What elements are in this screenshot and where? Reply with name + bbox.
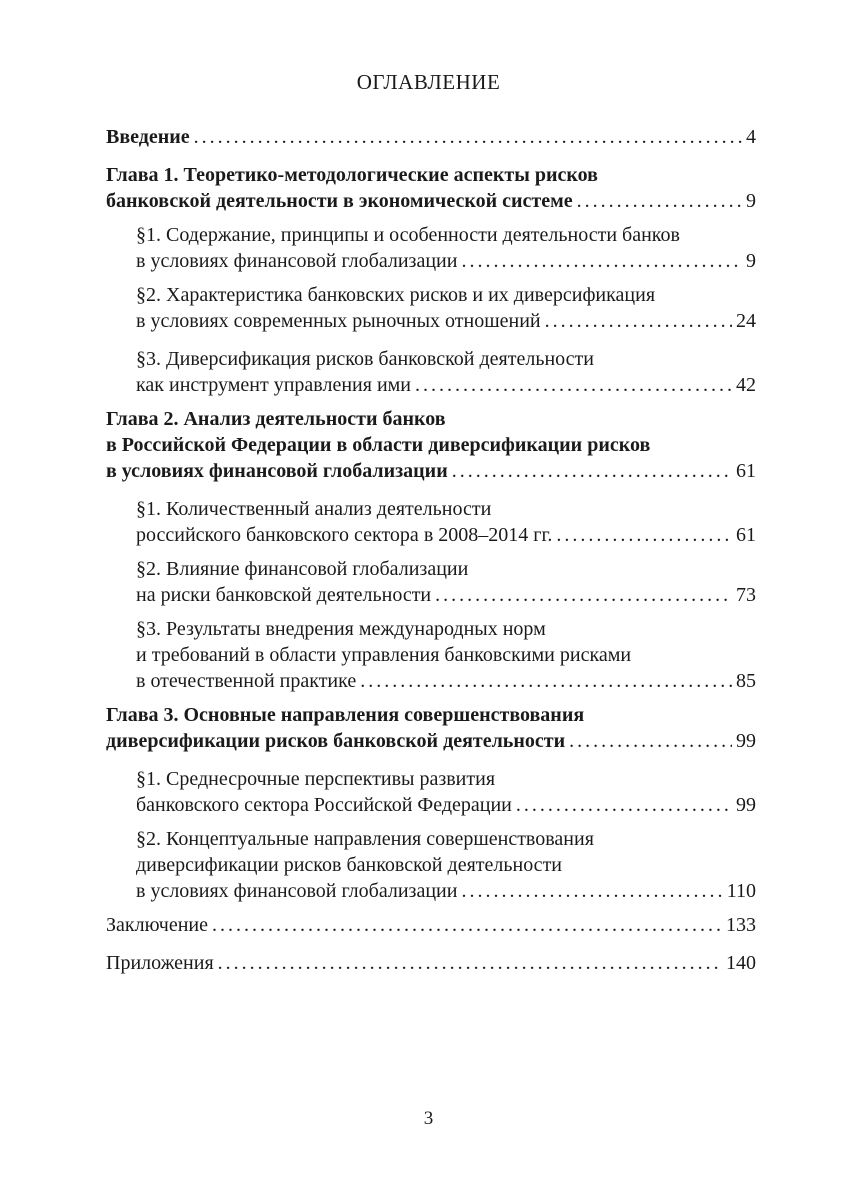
dot-leader	[461, 878, 722, 904]
entry-text: на риски банковской деятельности	[136, 584, 432, 606]
entry-text: §1. Содержание, принципы и особенности деятельности банков	[136, 224, 680, 246]
page-ref: 110	[726, 880, 756, 902]
dot-leader	[360, 668, 732, 694]
entry-text: §2. Характеристика банковских рисков и их диверсификация	[136, 284, 656, 306]
dot-leader	[435, 582, 732, 608]
toc-entry-1-2[interactable]	[106, 282, 756, 334]
dot-leader	[545, 308, 732, 334]
dot-leader	[212, 912, 722, 938]
dot-leader	[569, 728, 732, 754]
toc-entry-introduction[interactable]	[106, 124, 756, 150]
page-ref: 9	[746, 190, 756, 212]
entry-text: в Российской Федерации в области диверсификации рисков	[106, 434, 651, 456]
toc-entry-3-2[interactable]	[106, 826, 756, 904]
page-ref: 85	[736, 670, 756, 692]
entry-text: диверсификации рисков банковской деятельности	[136, 854, 563, 876]
toc-entry-3-1[interactable]	[106, 766, 756, 818]
entry-text: §1. Количественный анализ деятельности	[136, 498, 492, 520]
entry-text: банковской деятельности в экономической системе	[106, 190, 573, 212]
toc-entry-1-3[interactable]	[106, 346, 756, 398]
page-ref: 99	[736, 730, 756, 752]
dot-leader	[415, 372, 732, 398]
dot-leader	[461, 248, 742, 274]
entry-text: в условиях современных рыночных отношений	[136, 310, 541, 332]
entry-text: как инструмент управления ими	[136, 374, 412, 396]
entry-text: Введение	[106, 126, 190, 148]
entry-text: §3. Диверсификация рисков банковской деятельности	[136, 348, 594, 370]
page-ref: 133	[726, 914, 756, 936]
page-ref: 42	[736, 374, 756, 396]
toc-entry-1-1[interactable]	[106, 222, 756, 274]
entry-text: банковского сектора Российской Федерации	[136, 794, 512, 816]
page-ref: 9	[746, 250, 756, 272]
dot-leader	[218, 950, 722, 976]
toc-entry-chapter-1[interactable]	[106, 162, 756, 214]
page-number: 3	[423, 1108, 434, 1129]
dot-leader	[577, 188, 742, 214]
page-title: ОГЛАВЛЕНИЕ	[356, 70, 501, 94]
page-ref: 24	[736, 310, 756, 332]
page-ref: 99	[736, 794, 756, 816]
page-ref: 140	[726, 952, 756, 974]
entry-text: Глава 3. Основные направления совершенствования	[106, 704, 585, 726]
entry-text: Приложения	[106, 952, 214, 974]
entry-text: в отечественной практике	[136, 670, 357, 692]
toc-entry-chapter-3[interactable]	[106, 702, 756, 754]
entry-text: §1. Среднесрочные перспективы развития	[136, 768, 496, 790]
toc-entry-chapter-2[interactable]	[106, 406, 756, 484]
dot-leader	[516, 792, 732, 818]
toc-entry-2-2[interactable]	[106, 556, 756, 608]
dot-leader	[194, 124, 742, 150]
entry-text: российского банковского сектора в 2008–2014 гг.	[136, 524, 553, 546]
page-ref: 4	[746, 126, 756, 148]
entry-text: в условиях финансовой глобализации	[106, 460, 448, 482]
entry-text: Глава 2. Анализ деятельности банков	[106, 408, 446, 430]
entry-text: Заключение	[106, 914, 208, 936]
toc-entry-2-1[interactable]	[106, 496, 756, 548]
dot-leader	[452, 458, 732, 484]
entry-text: §3. Результаты внедрения международных норм	[136, 618, 546, 640]
entry-text: §2. Влияние финансовой глобализации	[136, 558, 469, 580]
dot-leader	[556, 522, 732, 548]
page-ref: 61	[736, 524, 756, 546]
entry-text: §2. Концептуальные направления совершенствования	[136, 828, 594, 850]
entry-text: и требований в области управления банковскими рисками	[136, 644, 632, 666]
toc-entry-conclusion[interactable]	[106, 912, 756, 938]
page-ref: 61	[736, 460, 756, 482]
toc-entry-appendices[interactable]	[106, 950, 756, 976]
entry-text: Глава 1. Теоретико-методологические аспекты рисков	[106, 164, 598, 186]
page-ref: 73	[736, 584, 756, 606]
entry-text: в условиях финансовой глобализации	[136, 880, 458, 902]
table-of-contents	[106, 124, 756, 976]
entry-text: диверсификации рисков банковской деятельности	[106, 730, 566, 752]
entry-text: в условиях финансовой глобализации	[136, 250, 458, 272]
toc-entry-2-3[interactable]	[106, 616, 756, 694]
